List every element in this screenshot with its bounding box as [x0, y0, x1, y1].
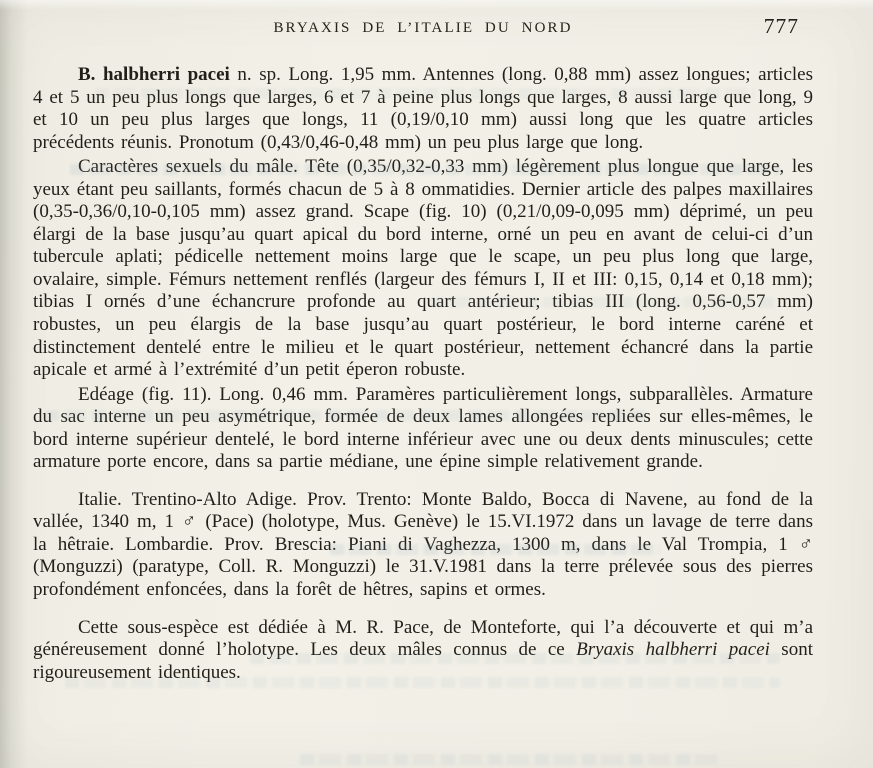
- paragraph: [33, 64, 813, 154]
- paragraph: [33, 384, 813, 474]
- paragraph: [33, 617, 813, 685]
- text-segment: Italie. Trentino-Alto Adige. Prov. Trento: Monte Baldo, Bocca di Navene, au fond de la vallée, 1340 m, 1 ♂ (Pace) (holotype, Mus. Genève) le 15.VI.1972 dans un lavage de terre dans la hêtraie. Lombardie. Prov. Brescia: Piani di Vaghezza, 1300 m, dans le Val Trompia, 1 ♂ (Monguzzi) (paratype, Coll. R. Monguzzi) le 31.V.1981 dans la terre prélevée sous des pierres profondément enfoncées, dans la forêt de hêtres, sapins et ormes.: [33, 488, 813, 601]
- text-segment: Bryaxis halbherri pacei: [576, 639, 770, 661]
- scan-edge-highlight: [0, 0, 873, 10]
- text-segment: Caractères sexuels du mâle. Tête (0,35/0,32-0,33 mm) légèrement plus longue que large, les yeux étant peu saillants, formés chacun de 5 à 8 ommatidies. Dernier article des palpes maxillaires (0,35-0,36/0,10-0,105 mm) assez grand. Scape (fig. 10) (0,21/0,09-0,095 mm) déprimé, un peu élargi de la base jusqu’au quart apical du bord interne, orné un peu en avant de celui-ci d’un tubercule aplati; pédicelle nettement moins large que le scape, un peu plus long que large, ovalaire, simple. Fémurs nettement renflés (largeur des fémurs I, II et III: 0,15, 0,14 et 0,18 mm); tibias I ornés d’une échancrure profonde au quart antérieur; tibias III (long. 0,56-0,57 mm) robustes, un peu élargis de la base jusqu’au quart postérieur, le bord interne caréné et distinctement dentelé entre le milieu et le quart postérieur, nettement échancré dans la partie apicale et armé à l’extrémité d’un petit éperon robuste.: [33, 156, 813, 381]
- body-text: [33, 64, 813, 684]
- text-segment: Edéage (fig. 11). Long. 0,46 mm. Paramères particulièrement longs, subparallèles. Armature du sac interne un peu asymétrique, formée de deux lames allongées repliées sur elles-mêmes, le bord interne supérieur dentelé, le bord interne inférieur avec une ou deux dents minuscules; cette armature porte encore, dans sa partie médiane, une épine simple relativement grande.: [33, 383, 813, 473]
- running-title: BRYAXIS DE L’ITALIE DU NORD: [273, 20, 573, 36]
- text-segment: Cette sous-espèce est dédiée à M. R. Pace, de Monteforte, qui l’a découverte et qui m’a généreusement donné l’holotype. Les deux mâles connus de ce: [33, 616, 813, 661]
- paragraph: [33, 156, 813, 381]
- bleed-through-artifact: [300, 754, 720, 765]
- paragraph: [33, 489, 813, 602]
- text-segment: sont rigoureusement identiques.: [33, 639, 813, 683]
- page-number: 777: [763, 14, 799, 38]
- text-segment: n. sp. Long. 1,95 mm. Antennes (long. 0,88 mm) assez longues; articles 4 et 5 un peu plus longs que larges, 6 et 7 à peine plus longs que larges, 8 aussi large que long, 9 et 10 un peu plus larges que longs, 11 (0,19/0,10 mm) aussi long que les quatre articles précédents réunis. Pronotum (0,43/0,46-0,48 mm) un peu plus large que long.: [33, 64, 814, 153]
- scan-edge-shadow: [0, 0, 28, 768]
- text-segment: B. halbherri pacei: [78, 64, 230, 85]
- page-header: [33, 14, 813, 42]
